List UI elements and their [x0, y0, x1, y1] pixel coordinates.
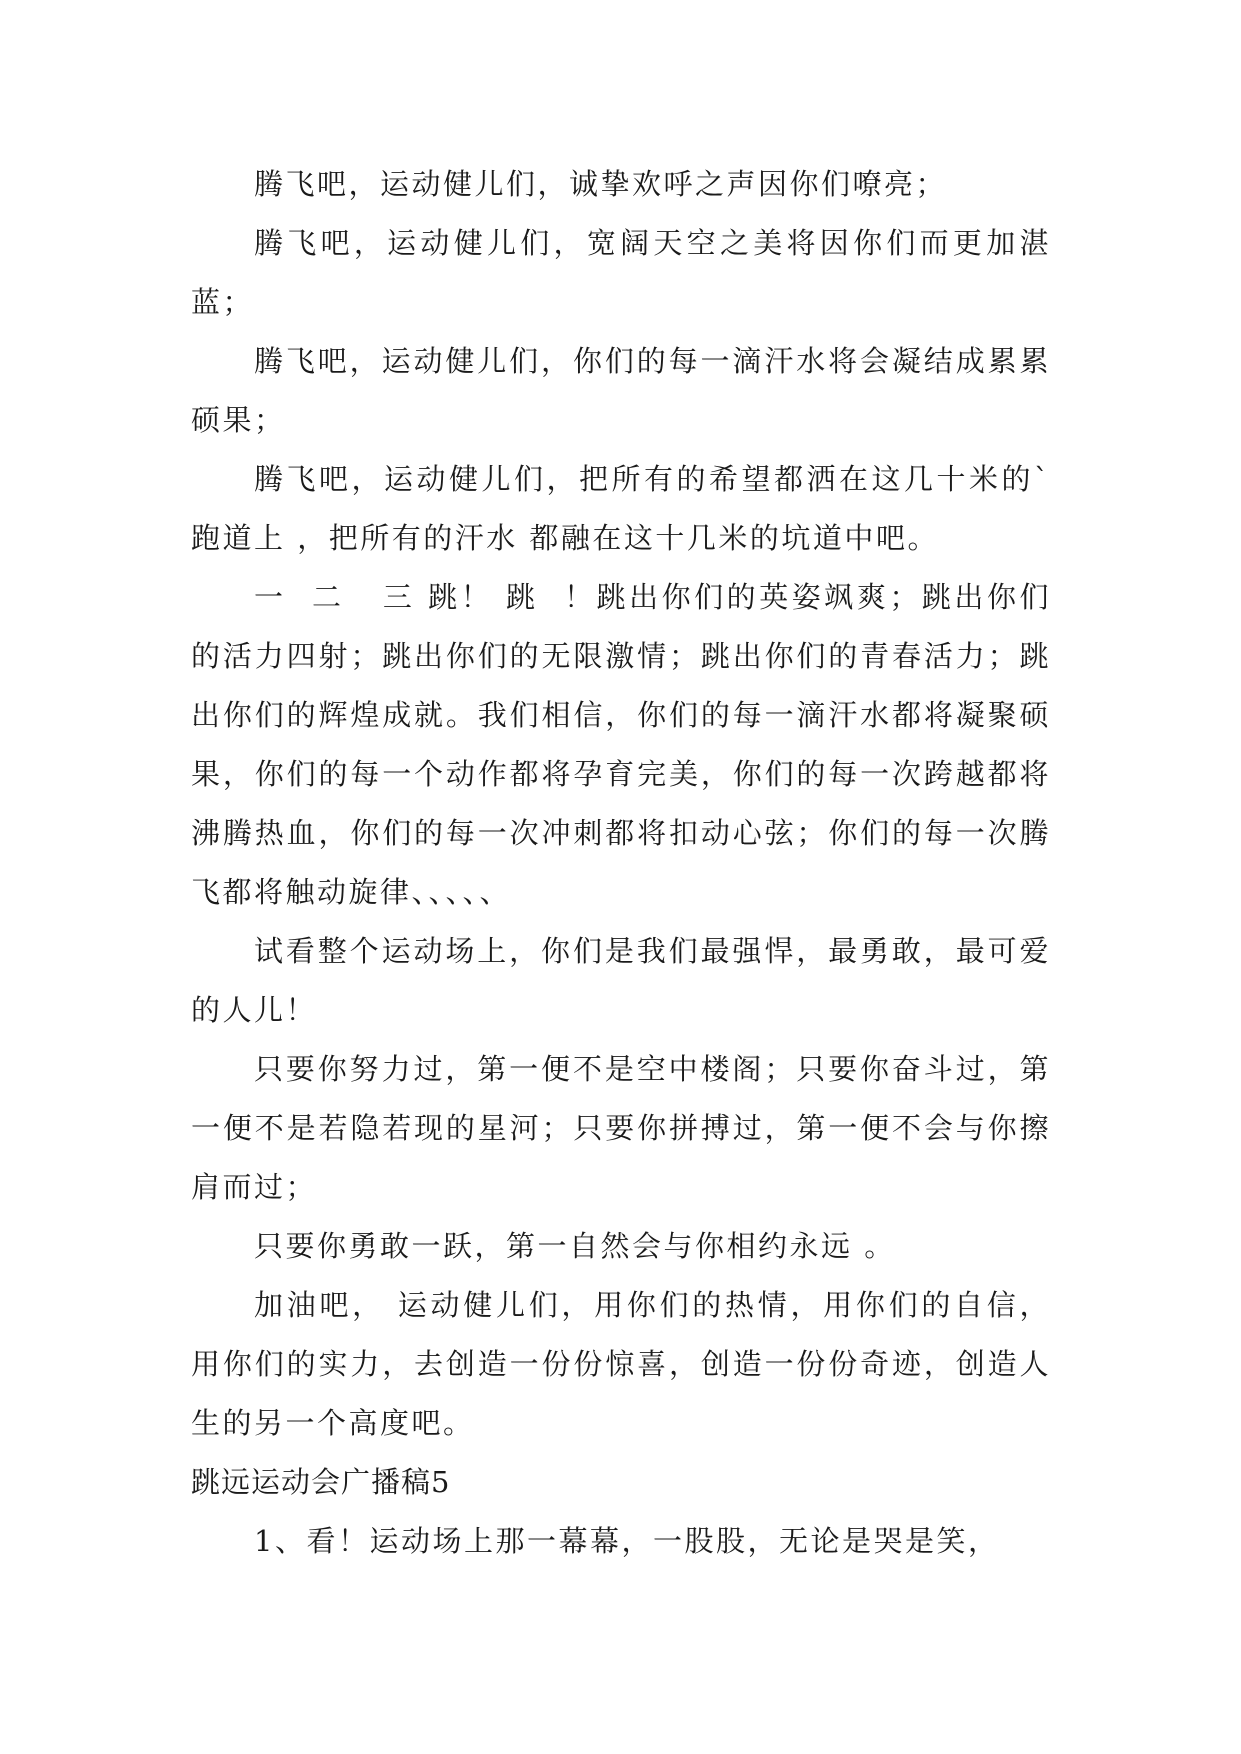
section-heading: 跳远运动会广播稿5: [191, 1465, 451, 1499]
paragraph-6: 试看整个运动场上，你们是我们最强悍，最勇敢，最可爱的人儿！: [191, 934, 1051, 1027]
paragraph-10: 1、看！运动场上那一幕幕，一股股，无论是哭是笑，: [254, 1524, 1000, 1558]
paragraph-7: 只要你努力过，第一便不是空中楼阁；只要你奋斗过，第一便不是若隐若现的星河；只要你拼搏过，第一便不会与你擦肩而过；: [191, 1052, 1051, 1204]
paragraph-3: 腾飞吧，运动健儿们，你们的每一滴汗水将会凝结成累累硕果；: [191, 344, 1051, 437]
paragraph-1: 腾飞吧，运动健儿们，诚挚欢呼之声因你们嘹亮；: [254, 167, 948, 201]
document-body: [191, 155, 1051, 1571]
paragraph-8: 只要你勇敢一跃，第一自然会与你相约永远 。: [254, 1229, 896, 1263]
paragraph-9: 加油吧， 运动健儿们，用你们的热情，用你们的自信，用你们的实力，去创造一份份惊喜，创造一份份奇迹，创造人生的另一个高度吧。: [191, 1288, 1051, 1440]
paragraph-4: 腾飞吧，运动健儿们，把所有的希望都洒在这几十米的`跑道上 ，把所有的汗水 都融在这十几米的坑道中吧。: [191, 462, 1051, 555]
paragraph-2: 腾飞吧，运动健儿们，宽阔天空之美将因你们而更加湛蓝；: [191, 226, 1051, 319]
paragraph-5: 一 二 三 跳！ 跳 ！跳出你们的英姿飒爽；跳出你们的活力四射；跳出你们的无限激情；跳出你们的青春活力；跳出你们的辉煌成就。我们相信，你们的每一滴汗水都将凝聚硕果，你们的每一个动作都将孕育完美，你们的每一次跨越都将沸腾热血，你们的每一次冲刺都将扣动心弦；你们的每一次腾飞都将触动旋律、、、、、: [191, 580, 1051, 909]
